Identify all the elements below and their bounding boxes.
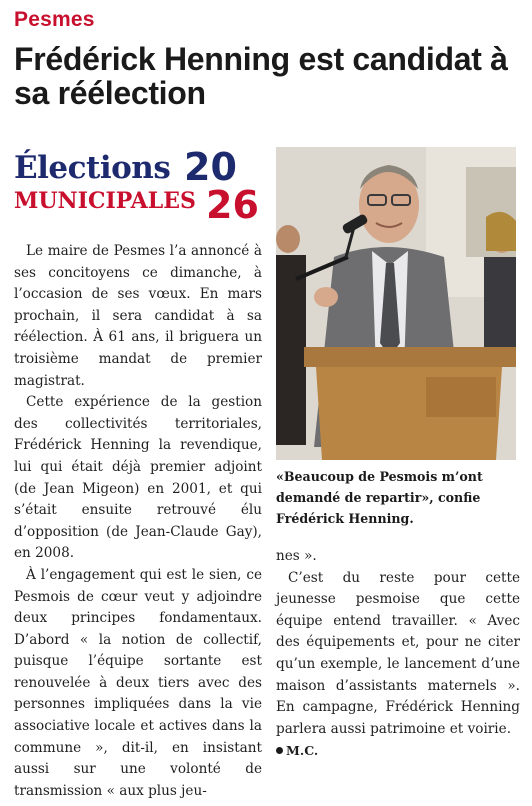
paragraph-2: Cette expérience de la gestion des collectivités territoriales, Frédérick Henning la revendique, lui qui était déjà premier adjoint (de Jean Migeon) en 2001, et qui s’était ensuite retrouvé élu d’opposition (de Jean-Claude Gay), en 2008. bbox=[14, 394, 262, 562]
year-top: 20 bbox=[184, 146, 237, 189]
article-column-2 bbox=[276, 546, 520, 762]
photo-caption: «Beaucoup de Pesmois m’ont demandé de repartir», confie Frédérick Henning. bbox=[276, 469, 483, 526]
year-bottom: 26 bbox=[206, 183, 259, 222]
bullet-dot-icon bbox=[276, 747, 283, 754]
elections-banner bbox=[14, 146, 264, 222]
article-column-1 bbox=[14, 241, 262, 802]
article-photo bbox=[276, 147, 516, 460]
section-kicker: Pesmes bbox=[14, 8, 95, 31]
municipales-word: MUNICIPALES bbox=[14, 188, 196, 214]
signature-text: M.C. bbox=[286, 743, 319, 759]
paragraph-3: À l’engagement qui est le sien, ce Pesmois de cœur veut y adjoindre deux principes fondamentaux. D’abord « la notion de collectif, puisque l’équipe sortante est renouvelée à deux tiers avec des personnes impliquées dans la vie associative locale et actives dans la commune », dit-il, en insistant aussi sur une volonté de transmission « aux plus jeu- bbox=[14, 566, 262, 799]
elections-word: Élections bbox=[14, 150, 171, 186]
article-headline: Frédérick Henning est candidat à sa réélection bbox=[14, 41, 508, 111]
paragraph-1: Le maire de Pesmes l’a annoncé à ses concitoyens ce dimanche, à l’occasion de ses vœux. En mars prochain, il sera candidat à sa réélection. À 61 ans, il briguera un troisième mandat de premier magistrat. bbox=[14, 243, 262, 389]
paragraph-4: C’est du reste pour cette jeunesse pesmoise que cette équipe entend travailler. « Avec des équipements et, pour ne citer qu’un exemple, le lancement d’une maison d’assistants maternels ». En campagne, Frédérick Henning parlera aussi patrimoine et voirie. bbox=[276, 569, 520, 737]
year-2026-logo bbox=[182, 146, 264, 222]
paragraph-continuation: nes ». bbox=[276, 548, 317, 564]
author-signature bbox=[276, 740, 520, 762]
photo-illustration bbox=[276, 147, 516, 460]
